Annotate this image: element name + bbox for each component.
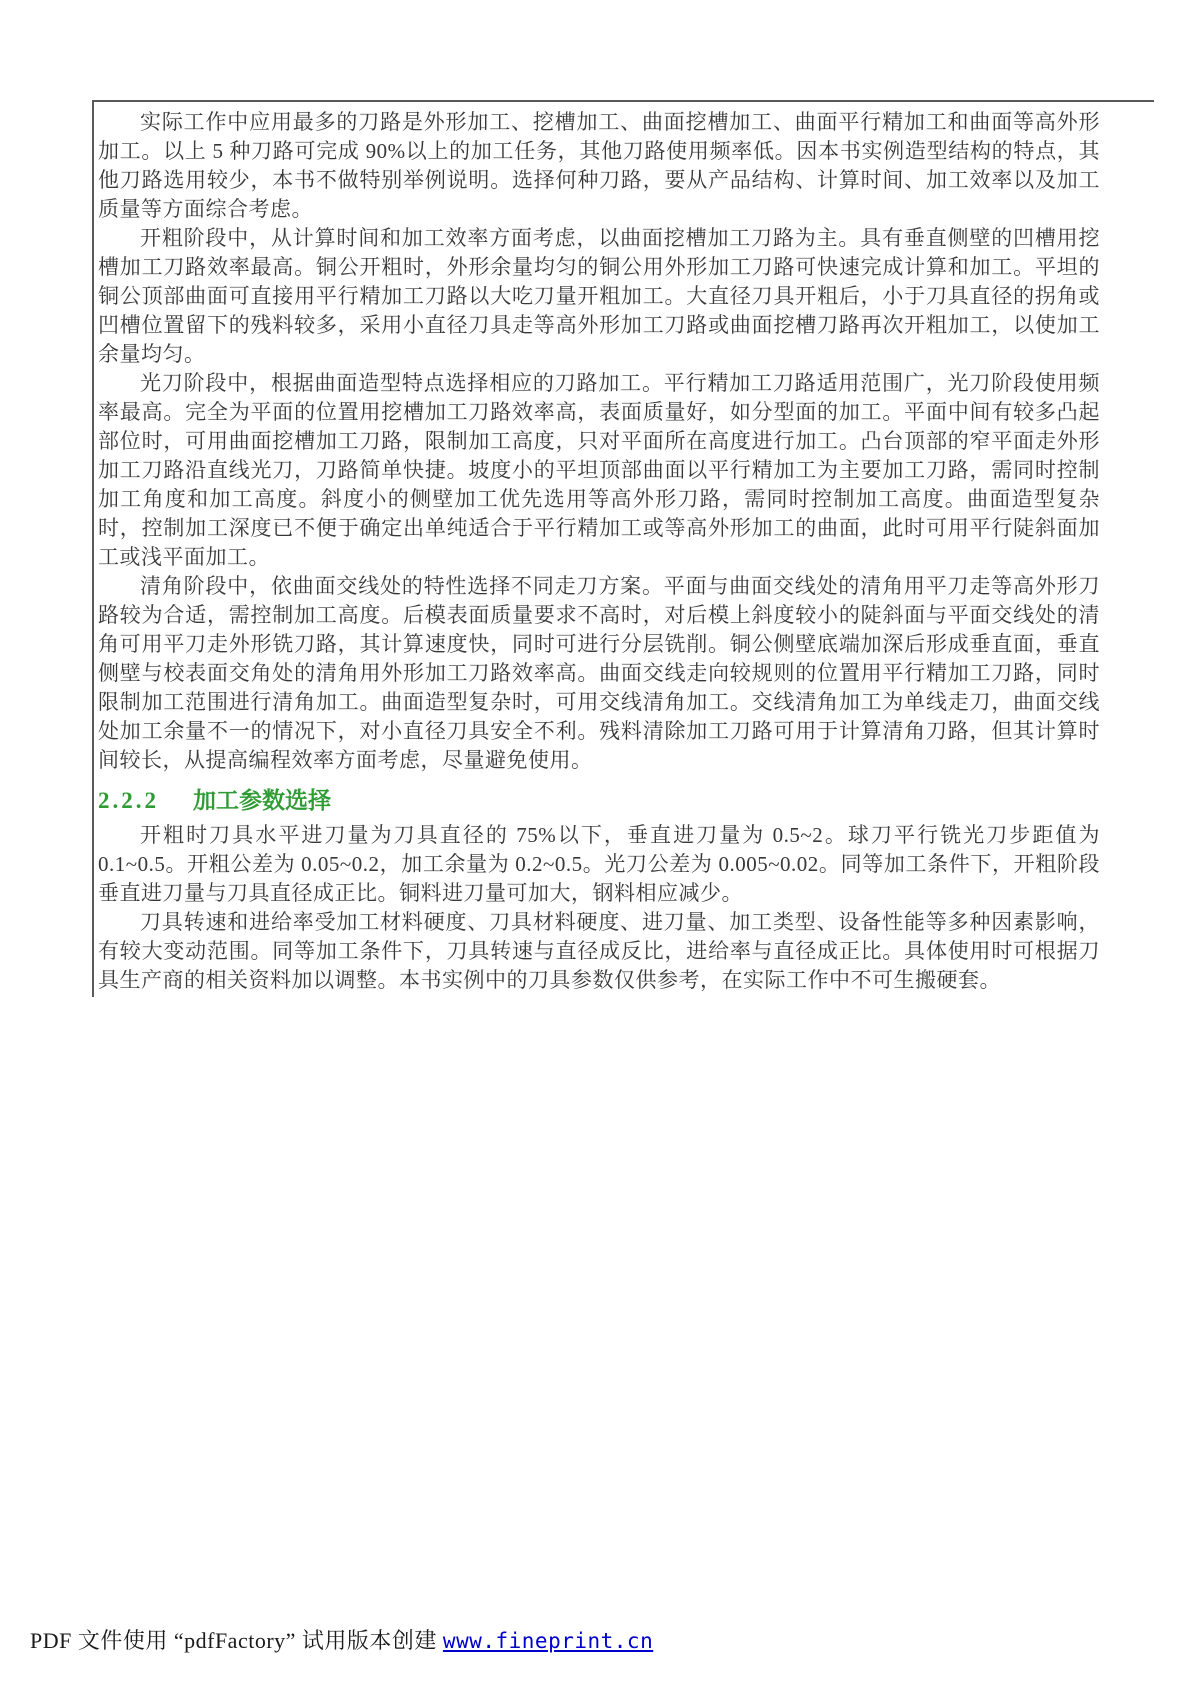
paragraph-corner-cleaning-stage: 清角阶段中，依曲面交线处的特性选择不同走刀方案。平面与曲面交线处的清角用平刀走等高外形刀路较为合适，需控制加工高度。后模表面质量要求不高时，对后模上斜度较小的陡斜面与平面交线处的清角可用平刀走外形铣刀路，其计算速度快，同时可进行分层铣削。铜公侧壁底端加深后形成垂直面，垂直侧壁与校表面交角处的清角用外形加工刀路效率高。曲面交线走向较规则的位置用平行精加工刀路，同时限制加工范围进行清角加工。曲面造型复杂时，可用交线清角加工。交线清角加工为单线走刀，曲面交线处加工余量不一的情况下，对小直径刀具安全不利。残料清除加工刀路可用于计算清角刀路，但其计算时间较长，从提高编程效率方面考虑，尽量避免使用。	[98, 574, 1100, 772]
section-title: 加工参数选择	[193, 788, 331, 813]
paragraph-finishing-stage: 光刀阶段中，根据曲面造型特点选择相应的刀路加工。平行精加工刀路适用范围广，光刀阶段使用频率最高。完全为平面的位置用挖槽加工刀路效率高，表面质量好，如分型面的加工。平面中间有较多凸起部位时，可用曲面挖槽加工刀路，限制加工高度，只对平面所在高度进行加工。凸台顶部的窄平面走外形加工刀路沿直线光刀，刀路简单快捷。坡度小的平坦顶部曲面以平行精加工为主要加工刀路，需同时控制加工角度和加工高度。斜度小的侧壁加工优先选用等高外形刀路，需同时控制加工高度。曲面造型复杂时，控制加工深度已不便于确定出单纯适合于平行精加工或等高外形加工的曲面，此时可用平行陡斜面加工或浅平面加工。	[98, 371, 1100, 569]
section-heading	[98, 788, 1100, 814]
section-number: 2.2.2	[98, 788, 159, 813]
paragraph-spindle-feedrate: 刀具转速和进给率受加工材料硬度、刀具材料硬度、进刀量、加工类型、设备性能等多种因素影响，有较大变动范围。同等加工条件下，刀具转速与直径成反比，进给率与直径成正比。具体使用时可根据刀具生产商的相关资料加以调整。本书实例中的刀具参数仅供参考，在实际工作中不可生搬硬套。	[98, 910, 1100, 992]
pdf-watermark-text: PDF 文件使用 “pdfFactory” 试用版本创建	[30, 1628, 443, 1653]
paragraph-toolpath-overview: 实际工作中应用最多的刀路是外形加工、挖槽加工、曲面挖槽加工、曲面平行精加工和曲面等高外形加工。以上 5 种刀路可完成 90%以上的加工任务，其他刀路使用频率低。因本书实例造型结构的特点，其他刀路选用较少，本书不做特别举例说明。选择何种刀路，要从产品结构、计算时间、加工效率以及加工质量等方面综合考虑。	[98, 110, 1100, 221]
pdf-watermark-footer	[30, 1626, 653, 1656]
text-frame	[92, 100, 1154, 997]
paragraph-cutting-parameters: 开粗时刀具水平进刀量为刀具直径的 75%以下，垂直进刀量为 0.5~2。球刀平行铣光刀步距值为 0.1~0.5。开粗公差为 0.05~0.2，加工余量为 0.2~0.5。光刀公差为 0.005~0.02。同等加工条件下，开粗阶段垂直进刀量与刀具直径成正比。铜料进刀量可加大，钢料相应减少。	[98, 823, 1100, 905]
fineprint-link[interactable]: www.fineprint.cn	[442, 1629, 654, 1653]
paragraph-roughing-stage: 开粗阶段中，从计算时间和加工效率方面考虑，以曲面挖槽加工刀路为主。具有垂直侧壁的凹槽用挖槽加工刀路效率最高。铜公开粗时，外形余量均匀的铜公用外形加工刀路可快速完成计算和加工。平坦的铜公顶部曲面可直接用平行精加工刀路以大吃刀量开粗加工。大直径刀具开粗后，小于刀具直径的拐角或凹槽位置留下的残料较多，采用小直径刀具走等高外形加工刀路或曲面挖槽刀路再次开粗加工，以使加工余量均匀。	[98, 226, 1100, 366]
